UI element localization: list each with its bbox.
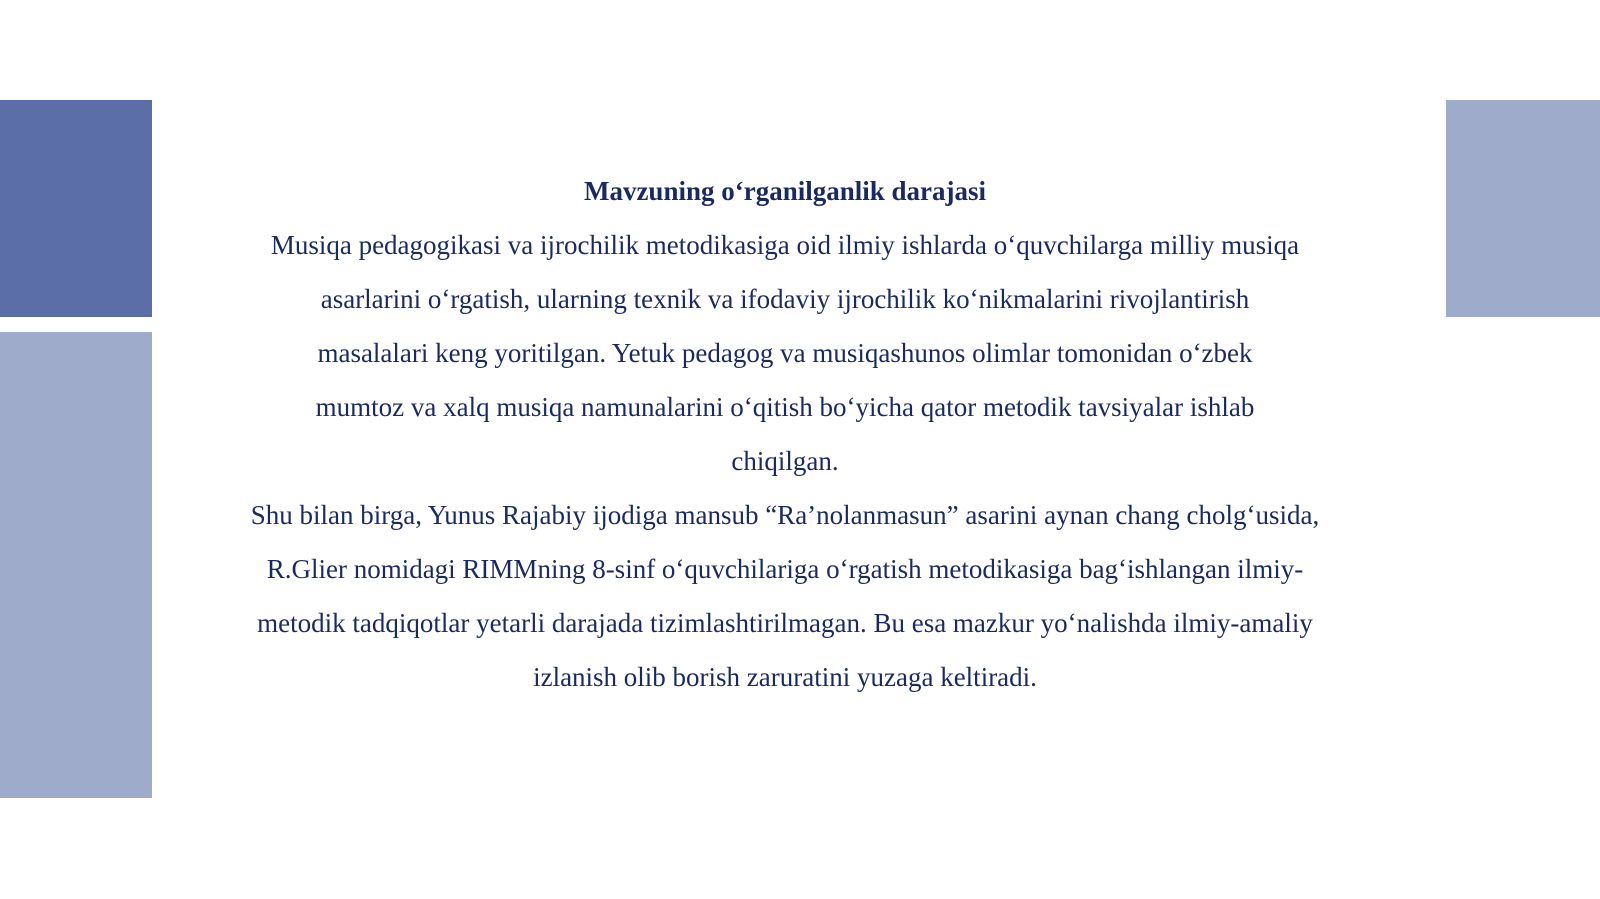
slide-title: Mavzuning o‘rganilganlik darajasi <box>583 176 987 206</box>
decor-block-left-top <box>0 100 152 317</box>
decor-block-left-bottom <box>0 332 152 798</box>
paragraph-2: Shu bilan birga, Yunus Rajabiy ijodiga mansub “Ra’nolanmasun” asarini aynan chang cholg‘usida, R.Glier nomidagi RIMMning 8-sinf o‘quvchilariga o‘rgatish metodikasiga bag‘ishlangan ilmiy-metodik tadqiqotlar yetarli darajada tizimlashtirilmagan. Bu esa mazkur yo‘nalishda ilmiy-amaliy izlanish olib borish zaruratini yuzaga keltiradi. <box>250 500 1320 692</box>
decor-block-right-top <box>1446 100 1600 317</box>
paragraph-1: Musiqa pedagogikasi va ijrochilik metodikasiga oid ilmiy ishlarda o‘quvchilarga milliy musiqa asarlarini o‘rgatish, ularning texnik va ifodaviy ijrochilik ko‘nikmalarini rivojlantirish masalalari keng yoritilgan. Yetuk pedagog va musiqashunos olimlar tomonidan o‘zbek mumtoz va xalq musiqa namunalarini o‘qitish bo‘yicha qator metodik tavsiyalar ishlab chiqilgan. <box>270 230 1300 476</box>
slide-content <box>240 164 1330 704</box>
